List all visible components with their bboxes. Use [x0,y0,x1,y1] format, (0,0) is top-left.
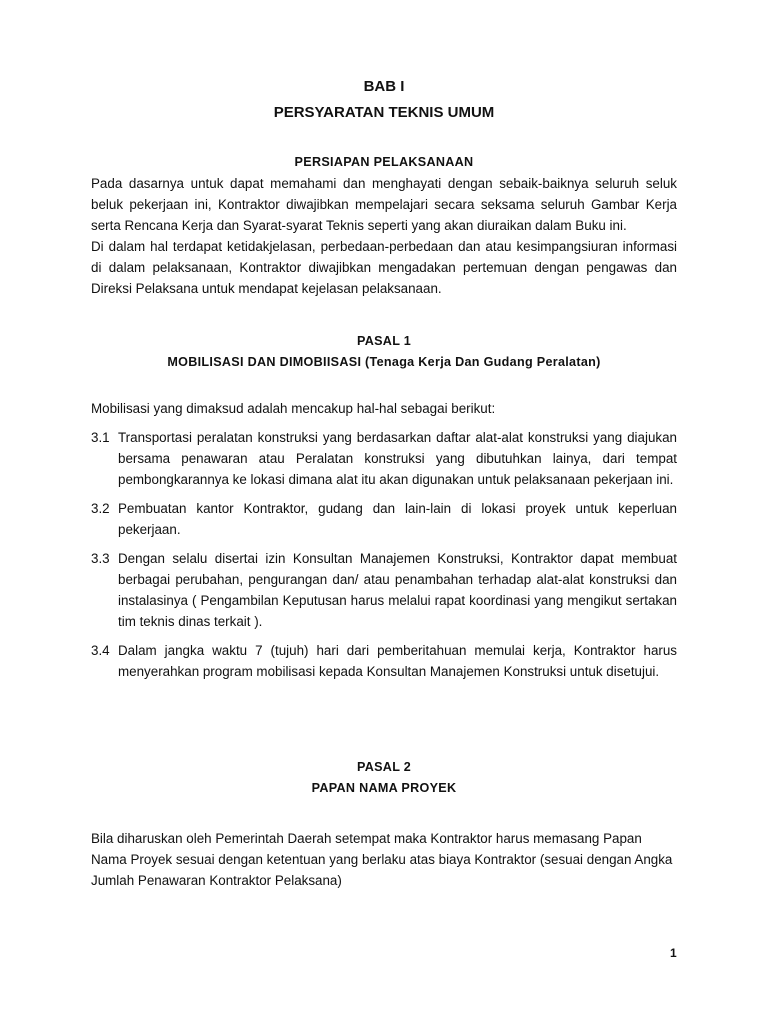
pasal-1-body [91,398,677,690]
paragraph: Pada dasarnya untuk dapat memahami dan menghayati dengan sebaik-baiknya seluruh seluk beluk pekerjaan ini, Kontraktor diwajibkan mempelajari secara seksama seluruh Gambar Kerja serta Rencana Kerja dan Syarat-syarat Teknis seperti yang akan diuraikan dalam Buku ini. [91,176,677,233]
list-number: 3.3 [91,551,110,566]
list-number: 3.2 [91,501,110,516]
list-text: Pembuatan kantor Kontraktor, gudang dan lain-lain di lokasi proyek untuk keperluan pekerjaan. [118,501,677,537]
chapter-label: BAB I [363,78,405,95]
pasal-label: PASAL 2 [356,760,412,774]
list-text: Dalam jangka waktu 7 (tujuh) hari dari pemberitahuan memulai kerja, Kontraktor harus menyerahkan program mobilisasi kepada Konsultan Manajemen Konstruksi untuk disetujui. [118,643,677,679]
chapter-title: PERSYARATAN TEKNIS UMUM [273,104,495,121]
list-text: Dengan selalu disertai izin Konsultan Manajemen Konstruksi, Kontraktor dapat membuat berbagai perubahan, pengurangan dan/ atau penambahan terhadap alat-alat konstruksi dan instalasinya ( Pengambilan Keputusan harus melalui rapat koordinasi yang mengikut sertakan tim teknis dinas terkait ). [118,551,677,629]
list-item [91,427,677,490]
paragraph: Di dalam hal terdapat ketidakjelasan, perbedaan-perbedaan dan atau kesimpangsiuran informasi di dalam pelaksanaan, Kontraktor diwajibkan mengadakan pertemuan dengan pengawas dan Direksi Pelaksana untuk mendapat kejelasan pelaksanaan. [91,239,677,296]
section-heading: PERSIAPAN PELAKSANAAN [294,155,474,169]
pasal-title: PAPAN NAMA PROYEK [311,781,457,795]
list-number: 3.1 [91,430,110,445]
list-item [91,640,677,682]
pasal-2-body [91,828,677,891]
page-number: 1 [670,946,677,960]
pasal-title: MOBILISASI DAN DIMOBIISASI (Tenaga Kerja Dan Gudang Peralatan) [167,355,601,369]
pasal-label: PASAL 1 [356,334,412,348]
list-text: Transportasi peralatan konstruksi yang berdasarkan daftar alat-alat konstruksi yang diajukan bersama penawaran atau Peralatan konstruksi yang dibutuhkan lainya, dari tempat pembongkarannya ke lokasi dimana alat itu akan digunakan untuk pelaksanaan pekerjaan ini. [118,430,677,487]
section-pasal-2 [91,757,677,799]
intro-paragraph: Mobilisasi yang dimaksud adalah mencakup hal-hal sebagai berikut: [91,401,496,416]
section-pasal-1 [91,331,677,373]
section-persiapan [91,152,677,299]
list-number: 3.4 [91,643,110,658]
list-item [91,548,677,632]
list-item [91,498,677,540]
paragraph: Bila diharuskan oleh Pemerintah Daerah setempat maka Kontraktor harus memasang Papan Nama Proyek sesuai dengan ketentuan yang berlaku atas biaya Kontraktor (sesuai dengan Angka Jumlah Penawaran Kontraktor Pelaksana) [91,831,673,888]
